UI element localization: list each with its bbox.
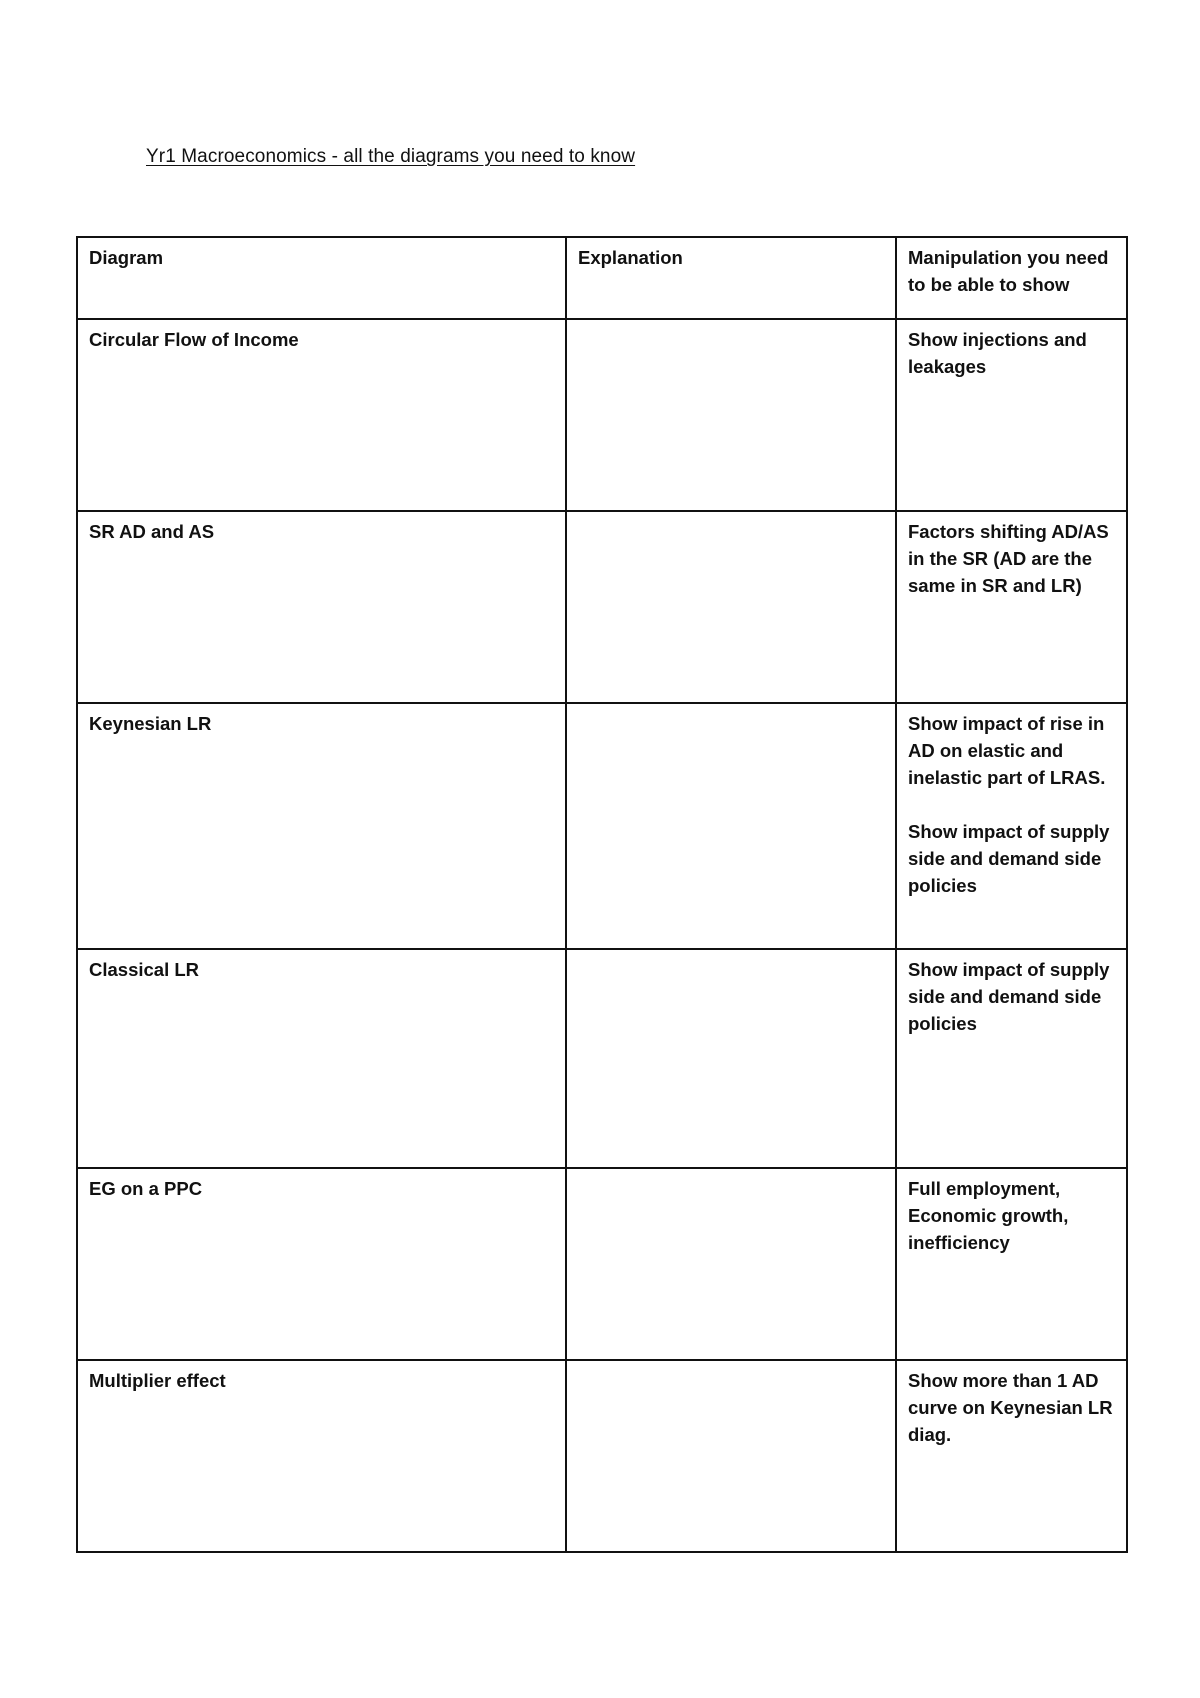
header-manipulation: Manipulation you need to be able to show — [896, 237, 1127, 319]
manipulation-text: Full employment, Economic growth, inefficiency — [908, 1178, 1069, 1253]
manipulation-cell — [896, 511, 1127, 703]
table-row — [77, 319, 1127, 511]
manipulation-text: Show impact of supply side and demand side policies — [908, 821, 1110, 896]
explanation-cell[interactable] — [566, 949, 896, 1168]
diagrams-table — [76, 236, 1128, 1553]
manipulation-cell — [896, 319, 1127, 511]
manipulation-text: Show impact of rise in AD on elastic and inelastic part of LRAS. — [908, 713, 1106, 788]
manipulation-text: Show injections and leakages — [908, 329, 1087, 377]
manipulation-cell — [896, 703, 1127, 949]
explanation-cell[interactable] — [566, 1168, 896, 1360]
table-row — [77, 511, 1127, 703]
manipulation-text: Factors shifting AD/AS in the SR (AD are the same in SR and LR) — [908, 521, 1109, 596]
header-diagram: Diagram — [77, 237, 566, 319]
diagram-cell: SR AD and AS — [77, 511, 566, 703]
table-row — [77, 1168, 1127, 1360]
manipulation-cell — [896, 949, 1127, 1168]
explanation-cell[interactable] — [566, 511, 896, 703]
explanation-cell[interactable] — [566, 1360, 896, 1552]
table-row — [77, 949, 1127, 1168]
manipulation-text: Show impact of supply side and demand side policies — [908, 959, 1110, 1034]
manipulation-cell — [896, 1168, 1127, 1360]
manipulation-text: Show more than 1 AD curve on Keynesian LR diag. — [908, 1370, 1113, 1445]
diagram-cell: Classical LR — [77, 949, 566, 1168]
explanation-cell[interactable] — [566, 319, 896, 511]
table-row — [77, 1360, 1127, 1552]
header-explanation: Explanation — [566, 237, 896, 319]
table-row — [77, 703, 1127, 949]
diagram-cell: Circular Flow of Income — [77, 319, 566, 511]
explanation-cell[interactable] — [566, 703, 896, 949]
manipulation-cell — [896, 1360, 1127, 1552]
diagram-cell: Multiplier effect — [77, 1360, 566, 1552]
diagram-cell: Keynesian LR — [77, 703, 566, 949]
diagram-cell: EG on a PPC — [77, 1168, 566, 1360]
table-header-row — [77, 237, 1127, 319]
page-title: Yr1 Macroeconomics - all the diagrams you need to know — [146, 146, 636, 167]
